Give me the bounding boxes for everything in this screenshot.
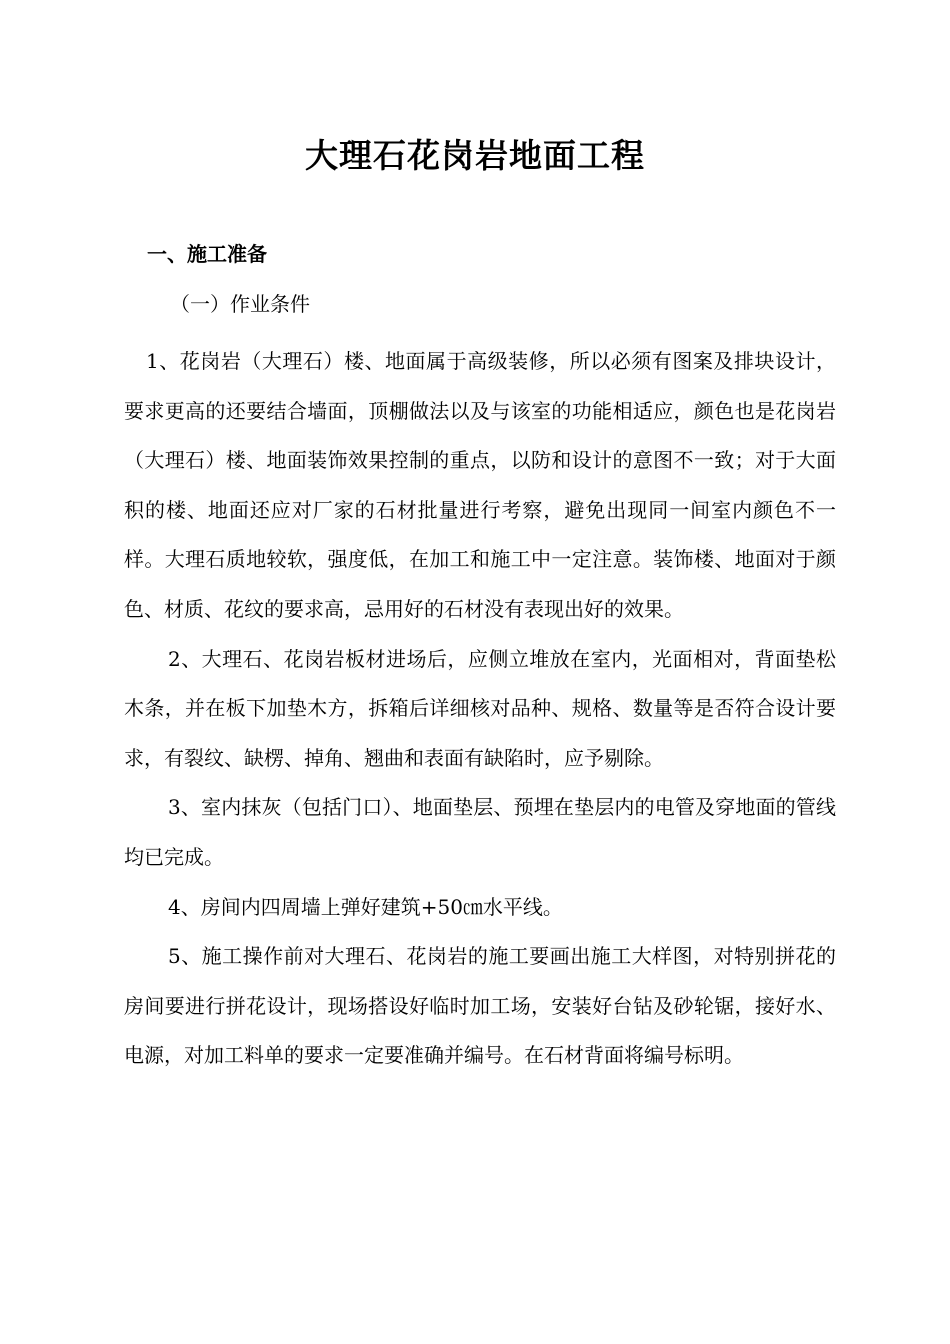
subsection-heading: （一）作业条件: [170, 292, 310, 316]
paragraph-1: 1、花岗岩（大理石）楼、地面属于高级装修，所以必须有图案及排块设计，要求更高的还要结合墙面，顶棚做法以及与该室的功能相适应，颜色也是花岗岩（大理石）楼、地面装饰效果控制的重点，以防和设计的意图不一致；对于大面积的楼、地面还应对厂家的石材批量进行考察，避免出现同一间室内颜色不一样。大理石质地较软，强度低，在加工和施工中一定注意。装饰楼、地面对于颜色、材质、花纹的要求高，忌用好的石材没有表现出好的效果。: [124, 349, 836, 621]
paragraph-5: 5、施工操作前对大理石、花岗岩的施工要画出施工大样图，对特别拼花的房间要进行拼花设计，现场搭设好临时加工场，安装好台钻及砂轮锯，接好水、电源，对加工料单的要求一定要准确并编号。在石材背面将编号标明。: [124, 944, 836, 1068]
paragraph-3: 3、室内抹灰（包括门口）、地面垫层、预埋在垫层内的电管及穿地面的管线均已完成。: [124, 795, 836, 869]
document-body: [124, 337, 836, 1081]
section-heading: 一、施工准备: [147, 242, 267, 266]
paragraph-2: 2、大理石、花岗岩板材进场后，应侧立堆放在室内，光面相对，背面垫松木条，并在板下加垫木方，拆箱后详细核对品种、规格、数量等是否符合设计要求，有裂纹、缺楞、掉角、翘曲和表面有缺陷时，应予剔除。: [124, 646, 836, 770]
paragraph-4: 4、房间内四周墙上弹好建筑+50㎝水平线。: [168, 894, 563, 919]
document-title: 大理石花岗岩地面工程: [305, 136, 645, 175]
